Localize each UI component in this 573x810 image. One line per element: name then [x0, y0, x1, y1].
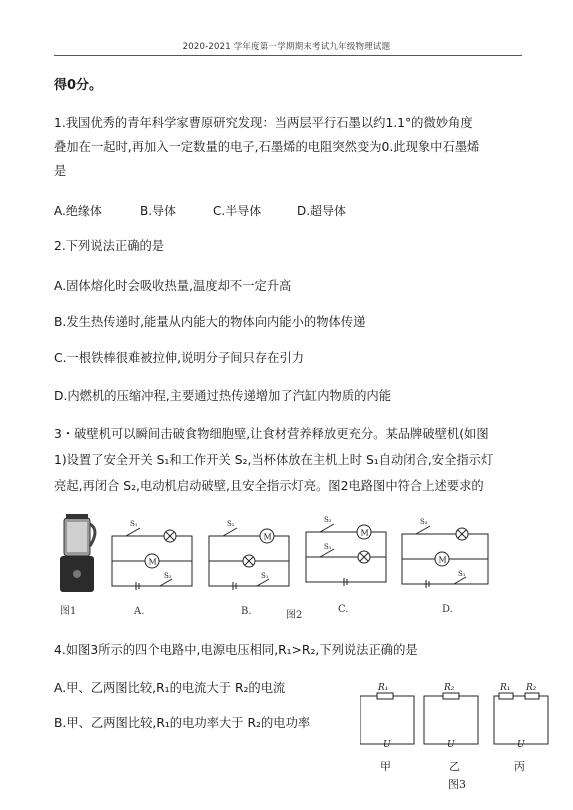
q1-line3: 是 — [54, 164, 67, 178]
panel-jia — [360, 683, 414, 773]
label-u: U — [447, 740, 455, 750]
switch-s1-icon — [126, 528, 140, 536]
circuit-a — [112, 520, 192, 590]
resistor-icon — [525, 693, 539, 699]
figure-3 — [360, 678, 560, 796]
q2-option-a: A.固体熔化时会吸收热量,温度却不一定升高 — [54, 279, 292, 293]
label-r2: R₂ — [444, 683, 455, 693]
motor-label: M — [438, 555, 447, 565]
q2-option-d: D.内燃机的压缩冲程,主要通过热传递增加了汽缸内物质的内能 — [54, 389, 392, 403]
motor-label: M — [148, 557, 157, 567]
label-s2: S₂ — [227, 520, 235, 528]
switch-s1-icon — [257, 579, 269, 586]
label-s1: S₁ — [261, 572, 269, 580]
label-u: U — [383, 740, 391, 750]
circuit-c-label: C. — [338, 604, 349, 615]
q1-line2: 叠加在一起时,再加入一定数量的电子,石墨烯的电阻突然变为0.此现象中石墨烯 — [54, 140, 480, 154]
q1-option-a: A.绝缘体 — [54, 204, 102, 218]
switch-s2-icon — [223, 528, 237, 536]
label-u: U — [517, 740, 525, 750]
label-r2: R₂ — [526, 683, 537, 693]
lamp-icon — [358, 551, 370, 563]
circuit-a-label: A. — [134, 606, 145, 617]
switch-s2-icon — [320, 524, 334, 532]
q3-line1: 3・破壁机可以瞬间击破食物细胞壁,让食材营养释放更充分。某品牌破壁机(如图 — [54, 427, 489, 441]
q4-option-b: B.甲、乙两图比较,R₁的电功率大于 R₂的电功率 — [54, 716, 311, 730]
circuit-b-label: B. — [241, 606, 252, 617]
panel-yi — [424, 683, 478, 773]
switch-s1-icon — [454, 577, 466, 584]
lamp-icon — [456, 528, 468, 540]
header-rule — [54, 55, 522, 56]
q2-option-b: B.发生热传递时,能量从内能大的物体向内能小的物体传递 — [54, 315, 366, 329]
label-s2: S₂ — [164, 572, 172, 580]
q4-option-a: A.甲、乙两图比较,R₁的电流大于 R₂的电流 — [54, 681, 286, 695]
motor-label: M — [360, 528, 369, 538]
fig2-label: 图2 — [286, 610, 303, 621]
q3-line2: 1)设置了安全开关 S₁和工作开关 S₂,当杯体放在主机上时 S₁自动闭合,安全指示灯 — [54, 453, 494, 467]
q2-option-c: C.一根铁棒很难被拉伸,说明分子间只存在引力 — [54, 351, 305, 365]
switch-s2-icon — [416, 526, 430, 534]
q4-stem: 4.如图3所示的四个电路中,电源电压相同,R₁>R₂,下列说法正确的是 — [54, 643, 418, 657]
panel-label-yi: 乙 — [449, 760, 460, 773]
fig1-label: 图1 — [60, 606, 77, 617]
q3-figures — [54, 508, 524, 626]
q1-option-c: C.半导体 — [213, 204, 262, 218]
panel-label-bing: 丙 — [514, 760, 525, 773]
q2-stem: 2.下列说法正确的是 — [54, 239, 165, 253]
resistor-icon — [499, 693, 513, 699]
score-note: 得0分。 — [54, 78, 103, 93]
label-s2: S₂ — [420, 518, 428, 526]
label-r1: R₁ — [500, 683, 511, 693]
label-r1: R₁ — [378, 683, 389, 693]
q1-option-d: D.超导体 — [297, 204, 347, 218]
switch-s2-icon — [160, 579, 172, 586]
circuit-d-label: D. — [442, 604, 453, 615]
motor-label: M — [263, 532, 272, 542]
lamp-icon — [164, 530, 176, 542]
q1-option-b: B.导体 — [140, 204, 177, 218]
circuit-d — [402, 518, 488, 588]
circuit-c — [306, 516, 386, 586]
panel-bing — [494, 683, 548, 773]
label-s1: S₁ — [458, 570, 466, 578]
resistor-icon — [377, 693, 393, 699]
panel-label-jia: 甲 — [380, 760, 391, 773]
page-header: 2020-2021 学年度第一学期期末考试九年级物理试题 — [182, 42, 391, 52]
lamp-icon — [243, 555, 255, 567]
label-s2: S₂ — [324, 516, 332, 524]
blender-image — [60, 514, 95, 592]
circuit-b — [209, 520, 289, 590]
q1-line1: 1.我国优秀的青年科学家曹原研究发现：当两层平行石墨以约1.1°的微妙角度 — [54, 116, 473, 130]
label-s1: S₁ — [130, 520, 138, 528]
q3-line3: 亮起,再闭合 S₂,电动机启动破壁,且安全指示灯亮。图2电路图中符合上述要求的 — [54, 479, 484, 493]
label-s1: S₁ — [324, 543, 332, 551]
resistor-icon — [443, 693, 459, 699]
fig3-caption: 图3 — [448, 778, 466, 791]
